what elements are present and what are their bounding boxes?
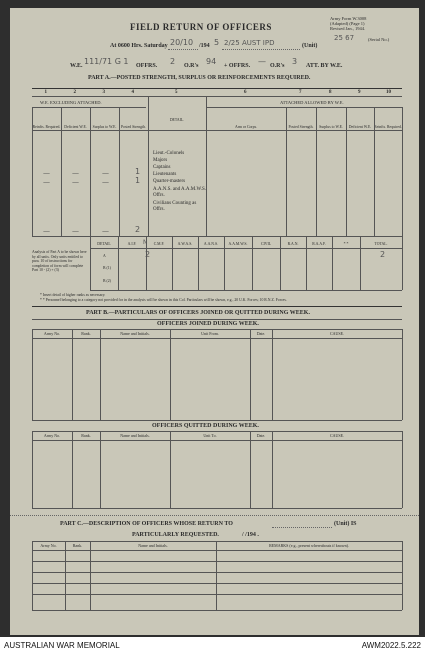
subheader-col-2: Deficient W.E. [64, 125, 87, 129]
ors2-label: O.R's [270, 63, 285, 69]
footnote-1: * Insert detail of higher ranks as necessary. [40, 293, 106, 297]
hw-lieutenants: 1 [135, 176, 141, 185]
part-b-heading: PART B.—PARTICULARS OF OFFICERS JOINED OR QUITTED DURING WEEK. [86, 310, 310, 316]
rank-aans-aamws: A.A.N.S. and A.A.M.W.S. Offrs. [153, 187, 207, 198]
quitted-col-header-0: Army No. [43, 433, 61, 438]
joined-col-line-2 [100, 329, 101, 420]
footer [0, 637, 425, 653]
rank-lieutenants: Lieutenants [153, 172, 177, 177]
joined-col-line-3 [170, 329, 171, 420]
footnote-2: * * Personnel belonging to a category not provided for in the analysis will be shown in this Col. Particulars will be shown, e.g., 20 U.K. Forces; 10 R.N.Z. Forces. [40, 298, 287, 302]
part-a-heading: PART A.—POSTED STRENGTH, SURPLUS OR REINFORCEMENTS REQUIRED. [88, 75, 311, 81]
form-sheet [10, 8, 419, 635]
subheader-col-7: Posted Strength. [288, 125, 314, 129]
col-number-1: 1 [44, 90, 47, 95]
attached-allowed-label: ATTACHED ALLOWED BY W.E. [280, 100, 344, 105]
analysis-header-5: A.A.M.W.S. [228, 242, 248, 246]
offrs-label: OFFRS. [136, 63, 158, 69]
analysis-header-0: DETAIL [97, 242, 111, 246]
hw-dash-9: — [102, 227, 109, 235]
joined-col-header-5: CAUSE. [329, 331, 345, 336]
part-a-col-line-0 [32, 107, 33, 236]
plus-offrs-label: + OFFRS. [224, 63, 251, 69]
footer-left: AUSTRALIAN WAR MEMORIAL [4, 641, 120, 650]
analysis-header-1: A.I.F. [127, 242, 137, 246]
hw-analysis-total: 2 [380, 250, 386, 259]
col-number-3: 3 [102, 90, 105, 95]
analysis-col-line-4 [198, 236, 199, 290]
analysis-col-line-9 [332, 236, 333, 290]
quitted-col-line-2 [100, 431, 101, 508]
part-a-col-line-9 [374, 107, 375, 236]
part-a-col-line-3 [119, 107, 120, 236]
we-label: W.E. [70, 63, 83, 69]
joined-col-header-4: Date. [256, 331, 266, 336]
hw-dash-1: — [43, 169, 50, 177]
part-c-col-header-2: Name and Initials. [138, 543, 168, 548]
part-c-col-header-1: Rank. [72, 543, 83, 548]
hw-dash-2: — [72, 169, 79, 177]
part-a-col-line-6 [286, 107, 287, 236]
rank-captains: Captains [153, 165, 171, 170]
quitted-col-line-3 [170, 431, 171, 508]
quitted-col-line-0 [32, 431, 33, 508]
analysis-header-9: * * [343, 242, 349, 246]
quitted-header-line [32, 440, 402, 441]
analysis-header-6: CIVIL [260, 242, 272, 246]
part-a-col-line-8 [346, 107, 347, 236]
analysis-note: Analysis of Part A to be shown here by all units. Only units entitled to para. 10 of instructions for completion of form will complete Part 10 - (2) + (3) [32, 250, 87, 272]
part-c-heading: PART C.—DESCRIPTION OF OFFICERS WHOSE RETURN TO [60, 521, 233, 527]
ors-handwritten: 94 [206, 57, 217, 66]
part-a-col-line-7 [316, 107, 317, 236]
hw-dash-7: — [43, 227, 50, 235]
we-excluding-label: W.E. EXCLUDING ATTACHED. [40, 100, 102, 105]
form-title: FIELD RETURN OF OFFICERS [130, 22, 272, 32]
rank-quartermasters: Quarter-masters [153, 179, 186, 184]
analysis-col-line-11 [402, 236, 403, 290]
part-a-col-line-4 [148, 96, 149, 236]
subheader-col-5: DETAIL. [169, 118, 185, 122]
hw-dash-6: — [102, 178, 109, 186]
part-c-line2: PARTICULARLY REQUESTED. [132, 532, 219, 538]
we-handwritten: 111/71 G 1 [84, 57, 129, 66]
analysis-col-line-0 [90, 236, 91, 290]
analysis-header-4: A.A.N.S. [203, 242, 219, 246]
subheader-col-6: Arm or Corps. [234, 125, 258, 129]
analysis-header-10: TOTAL. [374, 242, 388, 246]
date-handwritten: 20/10 [170, 38, 194, 47]
joined-col-line-4 [250, 329, 251, 420]
joined-header-line [32, 338, 402, 339]
quitted-col-line-1 [72, 431, 73, 508]
plus-offrs-handwritten: — [258, 57, 266, 66]
part-c-col-line-3 [216, 541, 217, 610]
hw-dash-3: — [102, 169, 109, 177]
part-c-col-line-1 [65, 541, 66, 610]
col-number-6: 6 [244, 90, 247, 95]
analysis-row-0: A [103, 254, 106, 258]
col-number-10: 10 [386, 90, 391, 95]
quitted-col-line-6 [402, 431, 403, 508]
hw-aif: 2 [145, 250, 151, 259]
part-c-date: / /194 . [242, 532, 259, 538]
analysis-row-1: B (1) [103, 266, 111, 270]
quitted-col-header-4: Date. [256, 433, 266, 438]
analysis-col-line-3 [172, 236, 173, 290]
part-a-col-line-10 [402, 107, 403, 236]
analysis-col-line-10 [360, 236, 361, 290]
subheader-col-1: Reinfts. Required. [32, 125, 61, 129]
part-c-row-line-0 [32, 561, 402, 562]
year-prefix: /194 [199, 43, 210, 49]
serial-number: 25 67 [334, 34, 355, 42]
part-c-row-line-1 [32, 572, 402, 573]
hw-captains: 1 [135, 167, 141, 176]
analysis-header-2: C.M.F. [153, 242, 165, 246]
joined-col-line-1 [72, 329, 73, 420]
subheader-col-3: Surplus to W.E. [92, 125, 117, 129]
offrs-handwritten: 2 [170, 57, 176, 66]
joined-heading: OFFICERS JOINED DURING WEEK. [157, 321, 259, 327]
part-c-row-line-3 [32, 594, 402, 595]
analysis-header-7: R.A.N. [287, 242, 299, 246]
subheader-col-8: Surplus to W.E. [319, 125, 343, 129]
col-number-2: 2 [73, 90, 76, 95]
joined-col-header-1: Rank. [81, 331, 91, 336]
army-form-stamp [330, 16, 402, 46]
att-label: ATT. BY W.E. [306, 63, 343, 69]
year-handwritten: 5 [214, 38, 220, 47]
hw-dash-5: — [72, 178, 79, 186]
part-c-col-header-3: REMARKS (e.g., present whereabouts if known). [269, 543, 349, 548]
subheader-col-9: Deficient W.E. [348, 125, 372, 129]
analysis-header-line [90, 248, 402, 249]
quitted-col-header-1: Rank. [81, 433, 91, 438]
ranks-list [153, 150, 208, 213]
ors2-handwritten: 3 [292, 57, 298, 66]
joined-col-header-2: Name and Initials. [120, 331, 150, 336]
part-a-col-line-2 [90, 107, 91, 236]
quitted-heading: OFFICERS QUITTED DURING WEEK. [152, 423, 259, 429]
ors-label: O.R's [184, 63, 199, 69]
rank-civilians: Civilians Counting as Offrs. [153, 201, 197, 212]
analysis-header-8: R.A.A.F. [312, 242, 326, 246]
subheader-col-4: Posted Strength. [121, 125, 146, 129]
part-c-col-header-0: Army No. [40, 543, 57, 548]
quitted-col-header-3: Unit To. [203, 433, 217, 438]
serial-label: (Serial No.) [368, 37, 390, 42]
col-number-4: 4 [131, 90, 134, 95]
army-form-line3: Revised Jan., 1944. [330, 26, 366, 31]
part-c-col-line-0 [32, 541, 33, 610]
quitted-col-header-5: CAUSE. [329, 433, 345, 438]
analysis-col-line-8 [306, 236, 307, 290]
part-a-col-line-1 [61, 107, 62, 236]
at-line-prefix: At 0600 Hrs. Saturday [110, 43, 168, 49]
footer-right: AWM2022.5.222 [361, 641, 421, 650]
analysis-col-line-6 [252, 236, 253, 290]
part-c-row-line-2 [32, 583, 402, 584]
hw-dash-8: — [72, 227, 79, 235]
army-form-line2: (Adapted) (Page 1) [330, 21, 365, 26]
rank-lieut-colonels: Lieut.-Colonels [153, 151, 185, 156]
quitted-col-header-2: Name and Initials. [120, 433, 150, 438]
joined-col-header-0: Army No. [43, 331, 61, 336]
subheader-col-10: Reinfts. Required. [374, 125, 402, 129]
analysis-col-line-7 [280, 236, 281, 290]
part-c-col-line-4 [402, 541, 403, 610]
joined-col-line-5 [272, 329, 273, 420]
col-number-8: 8 [329, 90, 332, 95]
col-number-5: 5 [175, 90, 178, 95]
part-c-unit-is: (Unit) IS [334, 521, 357, 527]
col-number-7: 7 [299, 90, 302, 95]
hw-dash-4: — [43, 178, 50, 186]
analysis-col-line-5 [224, 236, 225, 290]
unit-label: (Unit) [302, 43, 318, 49]
quitted-col-line-5 [272, 431, 273, 508]
part-c-header-line [32, 550, 402, 551]
joined-col-line-6 [402, 329, 403, 420]
analysis-col-line-1 [118, 236, 119, 290]
hw-aif-top: N [143, 239, 148, 246]
rank-majors: Majors [153, 158, 168, 163]
joined-col-line-0 [32, 329, 33, 420]
part-c-col-line-2 [90, 541, 91, 610]
analysis-row-2: B (2) [103, 279, 111, 283]
analysis-header-3: A.W.A.S. [177, 242, 193, 246]
quitted-col-line-4 [250, 431, 251, 508]
col-number-9: 9 [358, 90, 361, 95]
hw-total: 2 [135, 225, 141, 234]
joined-col-header-3: Unit From. [201, 331, 219, 336]
army-form-line1: Army Form W.3008 [330, 16, 367, 21]
unit-handwritten: 2/25 AUST IPD [224, 39, 275, 47]
